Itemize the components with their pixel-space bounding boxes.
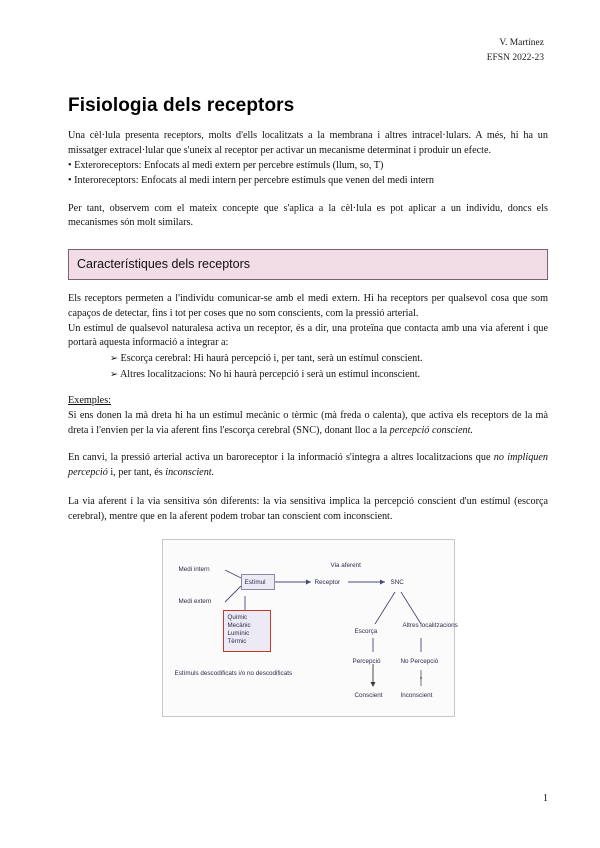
intro-bullet-exteroreceptors: • Exteroreceptors: Enfocats al medi extern per percebre estímuls (llum, so, T) [68, 160, 384, 171]
type-luminic: Lumínic [227, 629, 250, 637]
label-percepcio: Percepció [352, 657, 381, 665]
section-heading-text: Característiques dels receptors [77, 257, 250, 272]
label-no-percepcio: No Percepció [400, 657, 439, 665]
list-item-label: Altres localitzacions: No hi haurà percepció i serà un estímul inconscient. [119, 368, 421, 380]
label-via-aferent: Via aferent [330, 561, 361, 569]
section-paragraph-2: Un estímul de qualsevol naturalesa activa un receptor, és a dir, una proteïna que contacta amb una via aferent i que portarà aquesta informació a integrar a: [68, 322, 548, 349]
section-paragraph-1: Els receptors permeten a l'individu comunicar-se amb el medi extern. Hi ha receptors per qualsevol cosa que som capaços de detectar, fins i tot per coses que no som conscients, com la pressió arterial. [68, 293, 548, 319]
header-meta [68, 36, 544, 65]
label-inconscient: Inconscient [400, 691, 433, 699]
course-line: EFSN 2022-23 [486, 52, 544, 63]
label-snc: SNC [390, 578, 404, 586]
label-receptor: Receptor [314, 578, 341, 586]
intro-paragraph-2: Per tant, observem com el mateix concepte que s'aplica a la cèl·lula es pot aplicar a un individu, doncs els mecanismes són molt similars. [68, 202, 548, 229]
list-item [110, 351, 548, 366]
list-item [110, 367, 548, 382]
type-mecanic: Mecànic [227, 621, 251, 629]
arrow-bullet-icon: ➢ [110, 354, 118, 365]
label-estimul: Estímul [244, 578, 266, 586]
intro-bullet-interoreceptors: • Interoreceptors: Enfocats al medi intern per percebre estímuls que venen del medi intern [68, 174, 434, 186]
figure-caption: Estímuls descodificats i/o no descodificats [174, 669, 293, 677]
examples-paragraph-2 [68, 451, 548, 481]
label-conscient: Conscient [354, 691, 383, 699]
label-medi-intern: Medi intern [178, 565, 210, 573]
page-number: 1 [543, 793, 548, 804]
label-altres-localitzacions-line1: Altres localitzacions [402, 621, 458, 629]
examples-paragraph-3: La via aferent i la via sensitiva són diferents: la via sensitiva implica la percepció conscient d'un estímul (escorça cerebral), mentre que en la aferent podem trobar tan conscient com inconscient. [68, 495, 548, 522]
examples-p2-text-b: i, per tant, és [107, 467, 166, 479]
examples-p1-text: Si ens donen la mà dreta hi ha un estímul mecànic o tèrmic (mà freda o calenta), que activa els receptors de la mà dreta i l'envien per la via aferent fins l'escorça cerebral (SNC), donant lloc a la [68, 409, 548, 436]
type-termic: Tèrmic [227, 638, 247, 646]
intro-paragraph-1: Una cèl·lula presenta receptors, molts d'ells localitzats a la membrana i altres intracel·lulars. A més, hi ha un missatger extracel·lular que s'uneix al receptor per activar un mecanisme determinat i produir un efecte. [68, 130, 548, 157]
type-quimic: Químic [227, 613, 248, 621]
arrow-bullet-icon: ➢ [110, 369, 118, 380]
page-title: Fisiologia dels receptors [68, 95, 295, 117]
box-stimulus-types [223, 610, 271, 652]
label-medi-extern: Medi extern [178, 597, 212, 605]
list-item-label: Escorça cerebral: Hi haurà percepció i, per tant, serà un estímul conscient. [120, 353, 423, 365]
author-line: V. Martínez [499, 38, 544, 48]
examples-p2-text-a: En canvi, la pressió arterial activa un baroreceptor i la informació s'integra a altres localitzacions que [68, 452, 494, 464]
examples-p2-italic-2: inconscient. [165, 467, 215, 479]
examples-label: Exemples: [68, 394, 112, 406]
section-heading-banner [68, 249, 548, 280]
label-escorca: Escorça [354, 627, 378, 635]
examples-p1-italic: percepció conscient. [389, 424, 473, 436]
receptor-pathway-diagram [162, 539, 458, 717]
examples-p2-italic-1: no impliquen percepció [68, 452, 548, 479]
examples-paragraph-1 [68, 409, 548, 439]
